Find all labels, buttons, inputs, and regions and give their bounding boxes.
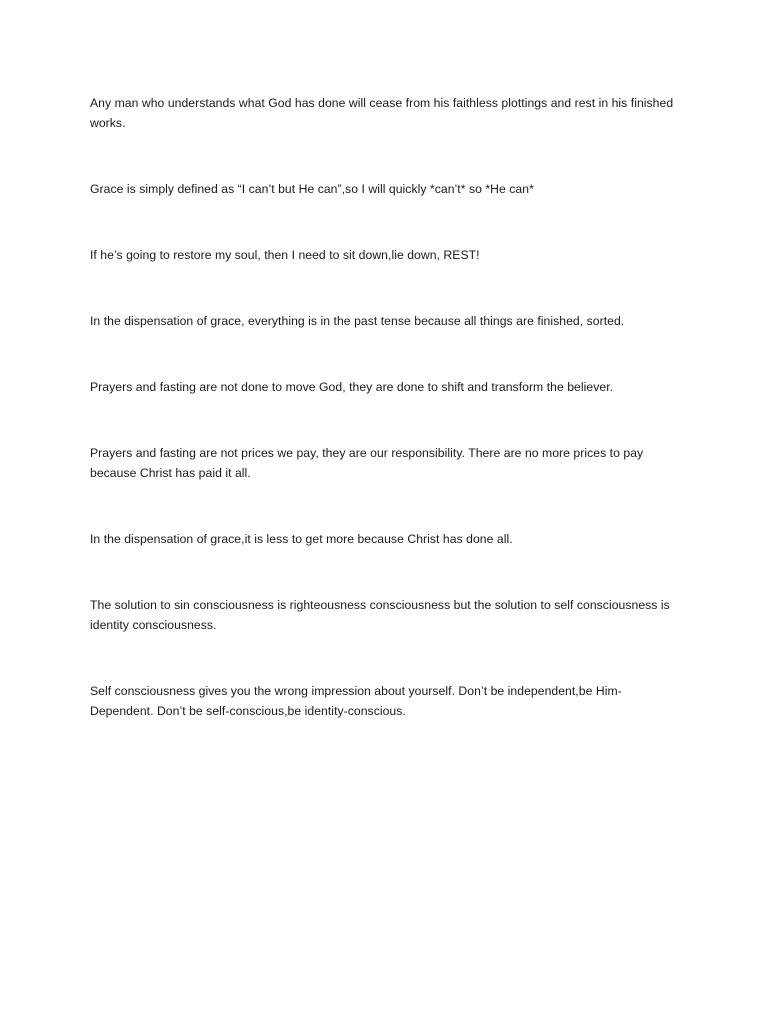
paragraph-grace-definition: Grace is simply defined as “I can’t but He can”,so I will quickly *can’t* so *He can* (90, 182, 534, 196)
paragraph-sin-consciousness: The solution to sin consciousness is righteousness consciousness but the solution to self consciousness is identity consciousness. (90, 598, 670, 632)
document-body (90, 93, 682, 767)
paragraph-finished-works: Any man who understands what God has done will cease from his faithless plottings and rest in his finished works. (90, 96, 674, 130)
paragraph-prayers-prices: Prayers and fasting are not prices we pay, they are our responsibility. There are no more prices to pay because Christ has paid it all. (90, 446, 644, 480)
paragraph-less-to-get-more: In the dispensation of grace,it is less to get more because Christ has done all. (90, 532, 513, 546)
paragraph-past-tense: In the dispensation of grace, everything is in the past tense because all things are finished, sorted. (90, 314, 625, 328)
paragraph-restore-soul: If he’s going to restore my soul, then I need to sit down,lie down, REST! (90, 248, 480, 262)
paragraph-self-consciousness: Self consciousness gives you the wrong impression about yourself. Don’t be independent,be Him-Dependent. Don’t be self-conscious,be identity-conscious. (90, 684, 622, 718)
paragraph-prayers-move-god: Prayers and fasting are not done to move God, they are done to shift and transform the believer. (90, 380, 614, 394)
